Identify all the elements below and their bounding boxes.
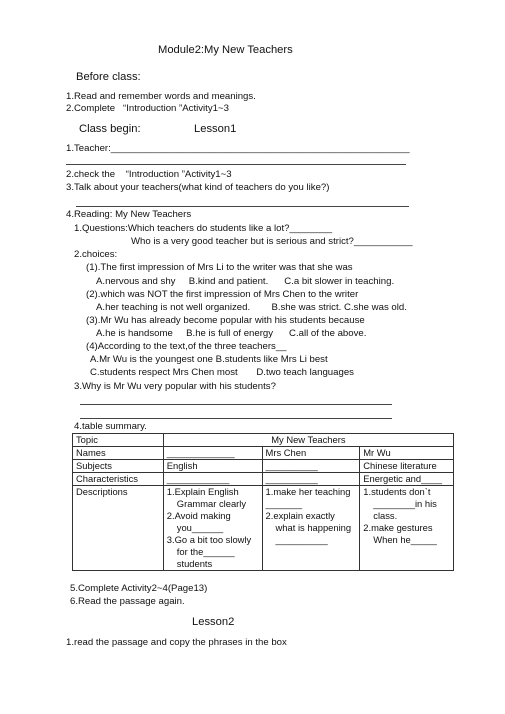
desc-line: 1.students don`t: [363, 486, 431, 497]
table-cell: __________: [262, 460, 360, 473]
table-cell: English: [163, 460, 262, 473]
desc-line: Grammar clearly: [176, 498, 247, 509]
answer-line: [76, 206, 409, 207]
table-cell: Mr Wu: [360, 447, 454, 460]
table-summary-label: 4.table summary.: [74, 421, 147, 432]
table-cell: Mrs Chen: [262, 447, 360, 460]
table-row: [73, 473, 454, 486]
desc-line: 1.make her teaching: [265, 486, 351, 497]
table-cell: Chinese literature: [360, 460, 454, 473]
answer-line: [80, 404, 392, 405]
table-cell: Names: [73, 447, 164, 460]
summary-table: [72, 433, 454, 571]
after-table-item-5: 5.Complete Activity2~4(Page13): [70, 583, 208, 594]
table-cell: Subjects: [73, 460, 164, 473]
desc-line: 2.make gestures: [363, 522, 433, 533]
table-cell: Energetic and____: [360, 473, 454, 486]
table-cell: [262, 486, 360, 571]
choice-1-question: (1).The first impression of Mrs Li to the writer was that she was: [86, 262, 353, 273]
class-begin-heading: Class begin:: [79, 123, 141, 135]
choice-3-options: A.he is handsome B.he is full of energy C.all of the above.: [96, 328, 367, 339]
answer-line: [66, 164, 406, 165]
table-cell: Descriptions: [73, 486, 164, 571]
choice-4-options-2: C.students respect Mrs Chen most D.two teach languages: [90, 367, 354, 378]
page-title: Module2:My New Teachers: [158, 44, 293, 56]
table-cell: My New Teachers: [163, 434, 453, 447]
lesson2-heading: Lesson2: [192, 616, 235, 628]
before-class-item-2: 2.Complete “Introduction ”Activity1~3: [66, 103, 229, 114]
desc-line: class.: [373, 510, 398, 521]
desc-line: what is happening: [275, 522, 352, 533]
table-cell: Characteristics: [73, 473, 164, 486]
desc-line: _______: [265, 498, 303, 509]
lesson2-item-1: 1.read the passage and copy the phrases in the box: [66, 637, 287, 648]
desc-line: __________: [275, 534, 328, 545]
question-2: Who is a very good teacher but is serious and strict?___________: [131, 236, 413, 247]
table-cell: _____________: [163, 447, 262, 460]
table-cell: ____________: [163, 473, 262, 486]
choices-label: 2.choices:: [74, 249, 118, 260]
table-cell: Topic: [73, 434, 164, 447]
table-row: [73, 434, 454, 447]
why-question: 3.Why is Mr Wu very popular with his students?: [74, 381, 276, 392]
choice-4-options-1: A.Mr Wu is the youngest one B.students like Mrs Li best: [90, 354, 328, 365]
desc-line: 2.Avoid making: [166, 510, 231, 521]
desc-line: 1.Explain English: [166, 486, 239, 497]
after-table-item-6: 6.Read the passage again.: [70, 596, 185, 607]
answer-line: [80, 418, 392, 419]
check-line: 2.check the “Introduction ”Activity1~3: [66, 169, 232, 180]
talk-line: 3.Talk about your teachers(what kind of teachers do you like?): [66, 182, 330, 193]
choice-3-question: (3).Mr Wu has already become popular with his students because: [86, 315, 365, 326]
table-row: [73, 447, 454, 460]
before-class-heading: Before class:: [76, 71, 141, 83]
desc-line: 3.Go a bit too slowly: [166, 534, 252, 545]
lesson1-heading: Lesson1: [194, 123, 237, 135]
choice-1-options: A.nervous and shy B.kind and patient. C.a bit slower in teaching.: [96, 276, 395, 287]
table-cell: [360, 486, 454, 571]
question-1: 1.Questions:Which teachers do students like a lot?________: [74, 223, 333, 234]
desc-line: for the______: [176, 546, 235, 557]
desc-line: 2.explain exactly: [265, 510, 335, 521]
before-class-item-1: 1.Read and remember words and meanings.: [66, 91, 256, 102]
choice-2-question: (2).which was NOT the first impression of Mrs Chen to the writer: [86, 289, 359, 300]
choice-4-question: (4)According to the text,of the three teachers__: [86, 341, 287, 352]
desc-line: When he_____: [373, 534, 437, 545]
reading-heading: 4.Reading: My New Teachers: [66, 209, 192, 220]
table-cell: [163, 486, 262, 571]
desc-line: ________in his: [373, 498, 437, 509]
table-cell: __________: [262, 473, 360, 486]
desc-line: you______: [176, 522, 224, 533]
choice-2-options: A.her teaching is not well organized. B.she was strict. C.she was old.: [96, 302, 407, 313]
desc-line: students: [176, 558, 213, 569]
table-row: [73, 486, 454, 571]
teacher-line: 1.Teacher:________________________________________________________: [66, 143, 410, 154]
table-row: [73, 460, 454, 473]
